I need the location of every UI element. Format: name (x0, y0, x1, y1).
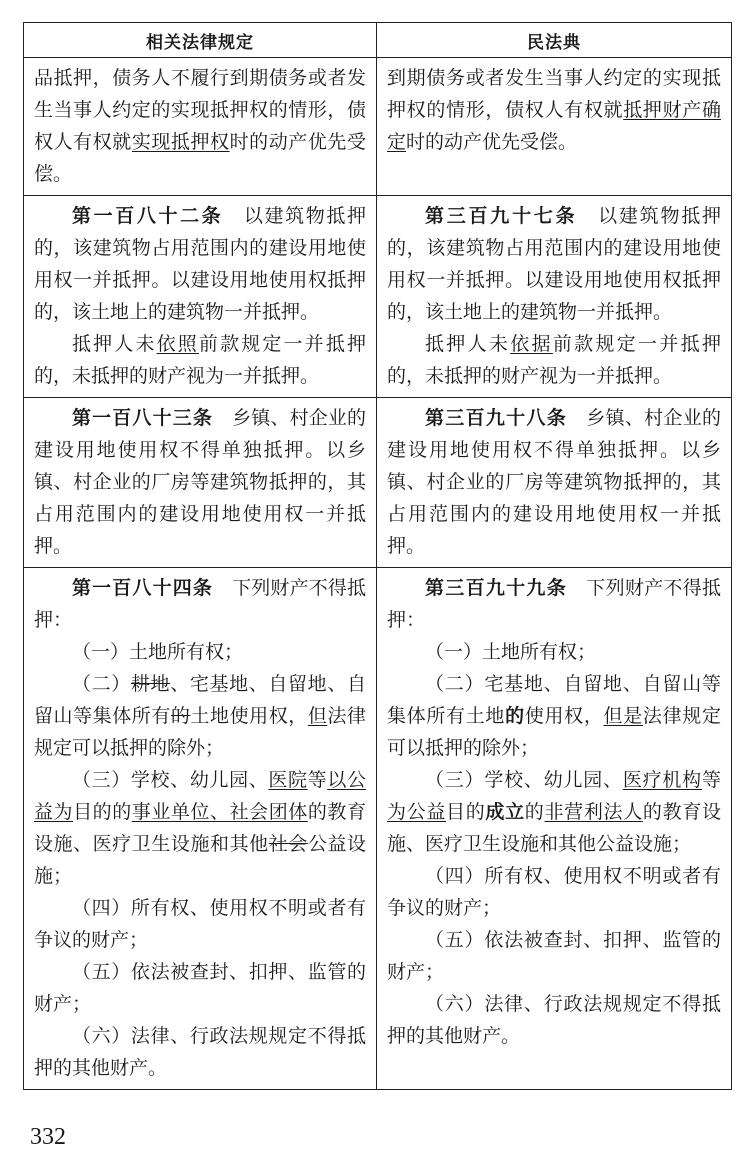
cell-related-law (24, 398, 377, 568)
text-segment: 抵押人未 (425, 333, 511, 355)
text-segment: （一）土地所有权； (425, 641, 597, 663)
text-segment: （三）学校、幼儿园、 (425, 769, 623, 791)
paragraph (34, 328, 366, 392)
text-segment: （六）法律、行政法规规定不得抵押的其他财产。 (387, 993, 721, 1047)
text-segment: 的教育设施、医疗卫生设施和其他公益设施； (387, 801, 721, 855)
text-segment: 品抵押，债务人不履行到期债务或者发生当事人约定的实现抵押权的情形，债权人有权就 (34, 67, 366, 153)
underlined-text: 依照 (156, 333, 199, 355)
paragraph (34, 62, 366, 190)
text-segment: （四）所有权、使用权不明或者有争议的财产； (34, 897, 366, 951)
comparison-table (23, 22, 732, 1090)
table-row (24, 398, 732, 568)
text-segment: 的教育设施、医疗卫生设施和其他 (34, 801, 366, 855)
text-segment: 乡镇、村企业的建设用地使用权不得单独抵押。以乡镇、村企业的厂房等建筑物抵押的，其占用范围内的建设用地使用权一并抵押。 (34, 407, 366, 557)
text-segment: （六）法律、行政法规规定不得抵押的其他财产。 (34, 1025, 366, 1079)
text-segment: 等 (701, 769, 721, 791)
cell-civil-code (377, 568, 732, 1090)
text-segment: 、宅基地、自留地、自留山等集体所有 (34, 673, 366, 727)
table-header-row (24, 23, 732, 58)
bold-text: 成立 (485, 801, 525, 823)
paragraph (387, 988, 721, 1052)
text-segment: 等 (307, 769, 328, 791)
paragraph (34, 200, 366, 328)
cell-civil-code (377, 58, 732, 196)
table-row (24, 568, 732, 1090)
text-segment: （三）学校、幼儿园、 (72, 769, 269, 791)
paragraph (387, 636, 721, 668)
cell-related-law (24, 196, 377, 398)
underlined-text: 医疗机构 (622, 769, 702, 791)
cell-related-law (24, 58, 377, 196)
page-number: 332 (30, 1124, 66, 1150)
article-number: 第一百八十四条 (72, 577, 213, 599)
paragraph (387, 860, 721, 924)
article-number: 第三百九十八条 (425, 407, 567, 429)
article-number: 第一百八十三条 (72, 407, 213, 429)
paragraph (34, 668, 366, 764)
article-number: 第一百八十二条 (72, 205, 224, 227)
text-segment: 到期债务或者发生当事人约定的实现抵押权的情形，债权人有权就 (387, 67, 721, 121)
text-segment: 目的 (446, 801, 486, 823)
text-segment: 乡镇、村企业的建设用地使用权不得单独抵押。以乡镇、村企业的厂房等建筑物抵押的，其占用范围内的建设用地使用权一并抵押。 (387, 407, 721, 557)
text-segment: 使用权， (524, 705, 604, 727)
underlined-text: 但 (307, 705, 328, 727)
paragraph (387, 764, 721, 860)
paragraph (387, 924, 721, 988)
text-segment: （四）所有权、使用权不明或者有争议的财产； (387, 865, 721, 919)
paragraph (34, 402, 366, 562)
underlined-text: 抵押财产确定 (387, 99, 721, 153)
underlined-text: 为公益 (387, 801, 447, 823)
text-segment: 公益设施； (34, 833, 366, 887)
underlined-text: 事业单位、社会团体 (131, 801, 308, 823)
text-segment: 下列财产不得抵押： (387, 577, 721, 631)
bold-text: 的 (505, 705, 525, 727)
underlined-text: 非营利法人 (544, 801, 643, 823)
text-segment: （五）依法被查封、扣押、监管的财产； (387, 929, 721, 983)
paragraph (387, 402, 721, 562)
paragraph (387, 668, 721, 764)
cell-civil-code (377, 196, 732, 398)
article-number: 第三百九十七条 (425, 205, 578, 227)
table-body (24, 58, 732, 1090)
cell-civil-code (377, 398, 732, 568)
article-number: 第三百九十九条 (425, 577, 567, 599)
text-segment: 法律规定可以抵押的除外； (387, 705, 721, 759)
text-segment: （五）依法被查封、扣押、监管的财产； (34, 961, 366, 1015)
text-segment: 的 (524, 801, 545, 823)
text-segment: 时的动产优先受偿。 (406, 131, 578, 153)
text-segment: 下列财产不得抵押： (34, 577, 366, 631)
struck-text: 耕地 (130, 673, 171, 695)
header-civil-code: 民法典 (377, 23, 732, 58)
text-segment: 时的动产优先受偿。 (34, 131, 366, 185)
text-segment: （二） (72, 673, 131, 695)
text-segment: 前款规定一并抵押的，未抵押的财产视为一并抵押。 (34, 333, 366, 387)
paragraph (387, 62, 721, 158)
text-segment: （二）宅基地、自留地、自留山等集体所有土地 (387, 673, 721, 727)
table-row (24, 58, 732, 196)
text-segment: 土地使用权， (190, 705, 308, 727)
text-segment: 以建筑物抵押的，该建筑物占用范围内的建设用地使用权一并抵押。以建设用地使用权抵押的，该土地上的建筑物一并抵押。 (34, 205, 366, 323)
text-segment: 目的的 (73, 801, 132, 823)
underlined-text: 医院 (268, 769, 308, 791)
paragraph (34, 892, 366, 956)
paragraph (34, 764, 366, 892)
paragraph (34, 636, 366, 668)
text-segment: （一）土地所有权； (72, 641, 244, 663)
paragraph (34, 572, 366, 636)
cell-related-law (24, 568, 377, 1090)
paragraph (34, 1020, 366, 1084)
underlined-text: 实现抵押权 (131, 131, 230, 153)
struck-text: 社会 (268, 833, 308, 855)
header-related-laws: 相关法律规定 (24, 23, 377, 58)
text-segment: 以建筑物抵押的，该建筑物占用范围内的建设用地使用权一并抵押。以建设用地使用权抵押的，该土地上的建筑物一并抵押。 (387, 205, 721, 323)
paragraph (387, 572, 721, 636)
struck-text: 的 (170, 705, 191, 727)
text-segment: 法律规定可以抵押的除外； (34, 705, 366, 759)
underlined-text: 以公益为 (34, 769, 366, 823)
text-segment: 抵押人未 (72, 333, 157, 355)
underlined-text: 但是 (603, 705, 643, 727)
table-row (24, 196, 732, 398)
paragraph (34, 956, 366, 1020)
paragraph (387, 328, 721, 392)
paragraph (387, 200, 721, 328)
underlined-text: 依据 (510, 333, 553, 355)
text-segment: 前款规定一并抵押的，未抵押的财产视为一并抵押。 (387, 333, 721, 387)
